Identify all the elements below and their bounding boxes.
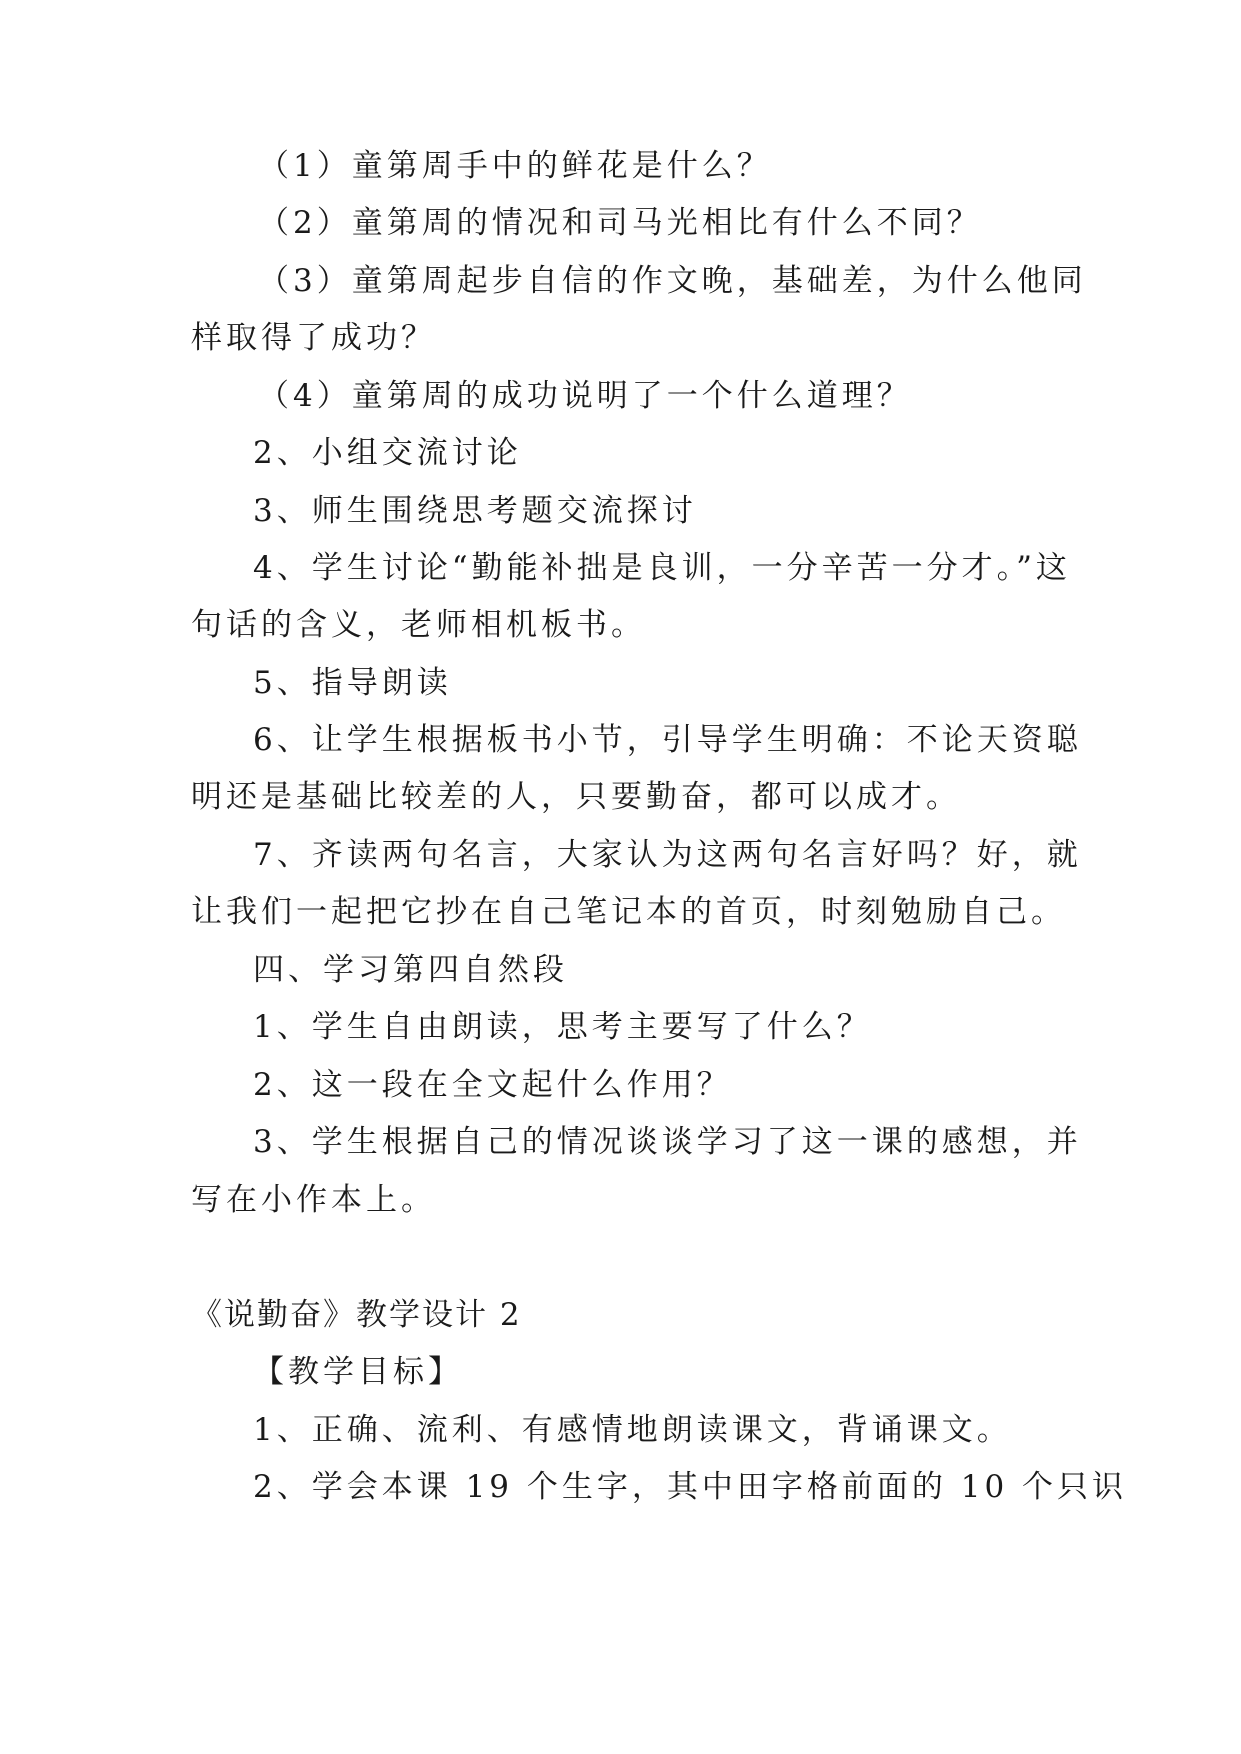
step-6: 6、让学生根据板书小节，引导学生明确：不论天资聪 <box>253 722 1082 758</box>
question-3-continued: 样取得了成功？ <box>191 320 436 356</box>
goals-heading: 【教学目标】 <box>253 1354 463 1390</box>
step-7: 7、齐读两句名言，大家认为这两句名言好吗？好，就 <box>253 837 1082 873</box>
section-four-step-1: 1、学生自由朗读，思考主要写了什么？ <box>253 1009 872 1045</box>
step-4: 4、学生讨论“勤能补拙是良训，一分辛苦一分才。”这 <box>253 550 1071 586</box>
section-four-heading: 四、学习第四自然段 <box>253 952 568 988</box>
section-title: 《说勤奋》教学设计 2 <box>191 1297 522 1333</box>
step-2: 2、小组交流讨论 <box>253 435 522 471</box>
goal-1: 1、正确、流利、有感情地朗读课文，背诵课文。 <box>253 1412 1012 1448</box>
section-four-step-2: 2、这一段在全文起什么作用？ <box>253 1067 732 1103</box>
question-1: （1）童第周手中的鲜花是什么？ <box>258 148 772 184</box>
question-2: （2）童第周的情况和司马光相比有什么不同？ <box>258 205 982 241</box>
step-4-continued: 句话的含义，老师相机板书。 <box>191 607 646 643</box>
step-6-continued: 明还是基础比较差的人，只要勤奋，都可以成才。 <box>191 779 961 815</box>
section-four-step-3-continued: 写在小作本上。 <box>191 1182 436 1218</box>
step-3: 3、师生围绕思考题交流探讨 <box>253 493 697 529</box>
section-four-step-3: 3、学生根据自己的情况谈谈学习了这一课的感想，并 <box>253 1124 1082 1160</box>
step-7-continued: 让我们一起把它抄在自己笔记本的首页，时刻勉励自己。 <box>191 894 1066 930</box>
step-5: 5、指导朗读 <box>253 665 452 701</box>
goal-2: 2、学会本课 19 个生字，其中田字格前面的 10 个只识 <box>253 1469 1128 1505</box>
question-4: （4）童第周的成功说明了一个什么道理？ <box>258 378 912 414</box>
question-3: （3）童第周起步自信的作文晚，基础差，为什么他同 <box>258 263 1087 299</box>
